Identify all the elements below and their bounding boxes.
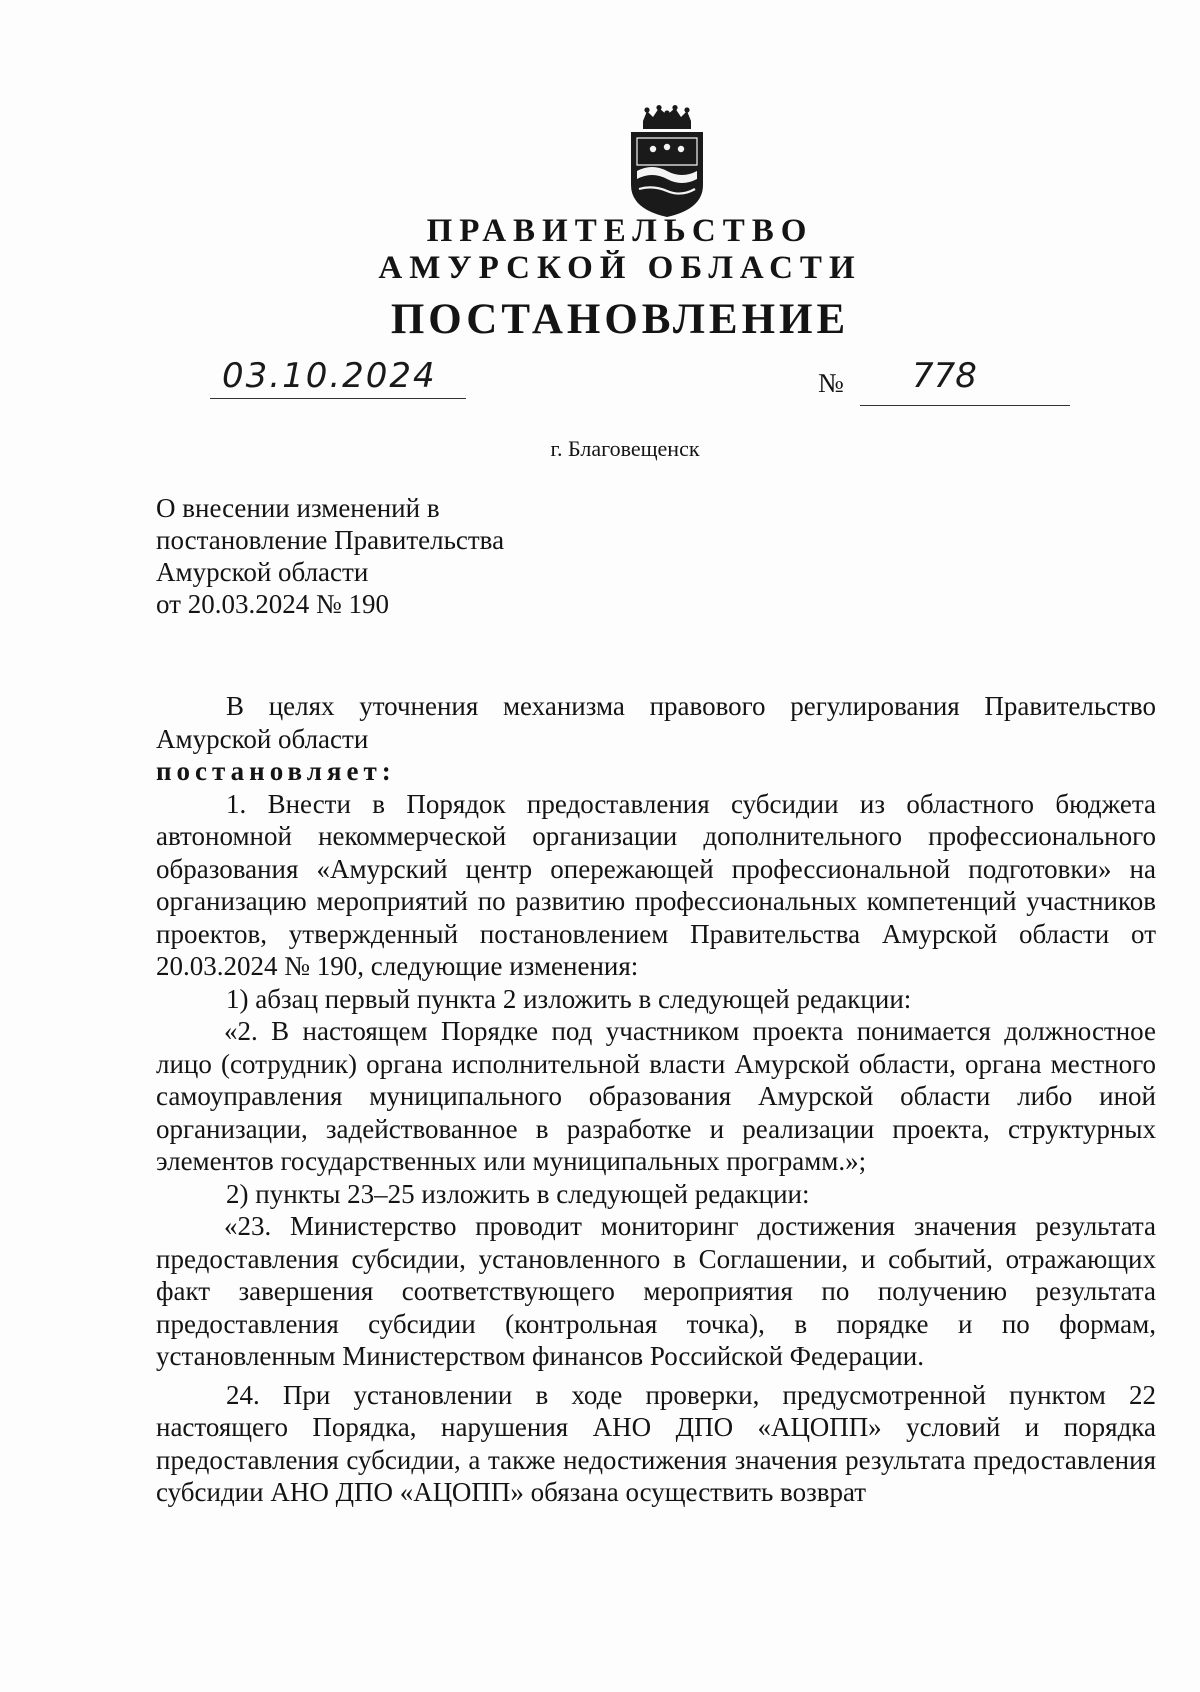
document-body bbox=[156, 690, 1156, 1509]
subject-line: от 20.03.2024 № 190 bbox=[156, 589, 389, 619]
resolves-keyword: постановляет: bbox=[156, 756, 396, 786]
paragraph-2-new-text: «2. В настоящем Порядке под участником проекта понимается должностное лицо (сотрудник) органа исполнительной власти Амурской области, органа местного самоуправления муниципального образования Амурской области либо иной организации, задействованное в разработке и реализации проекта, структурных элементов государственных или муниципальных программ.»; bbox=[156, 1016, 1156, 1176]
subject-line: О внесении изменений в bbox=[156, 493, 440, 523]
paragraph-24-new-text: 24. При установлении в ходе проверки, предусмотренной пунктом 22 настоящего Порядка, нарушения АНО ДПО «АЦОПП» условий и порядка предоставления субсидии, а также недостижения значения результата предоставления субсидии АНО ДПО «АЦОПП» обязана осуществить возврат bbox=[156, 1379, 1156, 1507]
paragraph-23-new-text: «23. Министерство проводит мониторинг достижения значения результата предоставления субсидии, установленного в Соглашении, и событий, отражающих факт завершения соответствующего мероприятия по получению результата предоставления субсидии (контрольная точка), в порядке и по формам, установленным Министерством финансов Российской Федерации. bbox=[156, 1211, 1156, 1371]
number-underline bbox=[860, 405, 1070, 406]
organization-name-line1: ПРАВИТЕЛЬСТВО bbox=[426, 213, 814, 249]
subparagraph-2: 2) пункты 23–25 изложить в следующей редакции: bbox=[226, 1178, 810, 1209]
subject-line: Амурской области bbox=[156, 557, 369, 587]
document-number: 778 bbox=[912, 356, 977, 396]
document-type: ПОСТАНОВЛЕНИЕ bbox=[390, 296, 850, 343]
date-underline bbox=[210, 398, 466, 399]
subject-line: постановление Правительства bbox=[156, 525, 505, 555]
preamble-paragraph: В целях уточнения механизма правового регулирования Правительство Амурской области bbox=[156, 691, 1156, 754]
paragraph-1: 1. Внести в Порядок предоставления субсидии из областного бюджета автономной некоммерческой организации дополнительного профессионального образования «Амурский центр опережающей профессиональной подготовки» на организацию мероприятий по развитию профессиональных компетенций участников проектов, утвержденный постановлением Правительства Амурской области от 20.03.2024 № 190, следующие изменения: bbox=[156, 788, 1156, 981]
number-label: № bbox=[818, 368, 844, 398]
subparagraph-1: 1) абзац первый пункта 2 изложить в следующей редакции: bbox=[226, 983, 912, 1014]
organization-name-line2: АМУРСКОЙ ОБЛАСТИ bbox=[378, 250, 862, 286]
coat-of-arms-emblem bbox=[625, 105, 709, 220]
document-date: 03.10.2024 bbox=[222, 356, 437, 396]
document-subject bbox=[156, 492, 504, 620]
city-name: г. Благовещенск bbox=[550, 436, 700, 461]
